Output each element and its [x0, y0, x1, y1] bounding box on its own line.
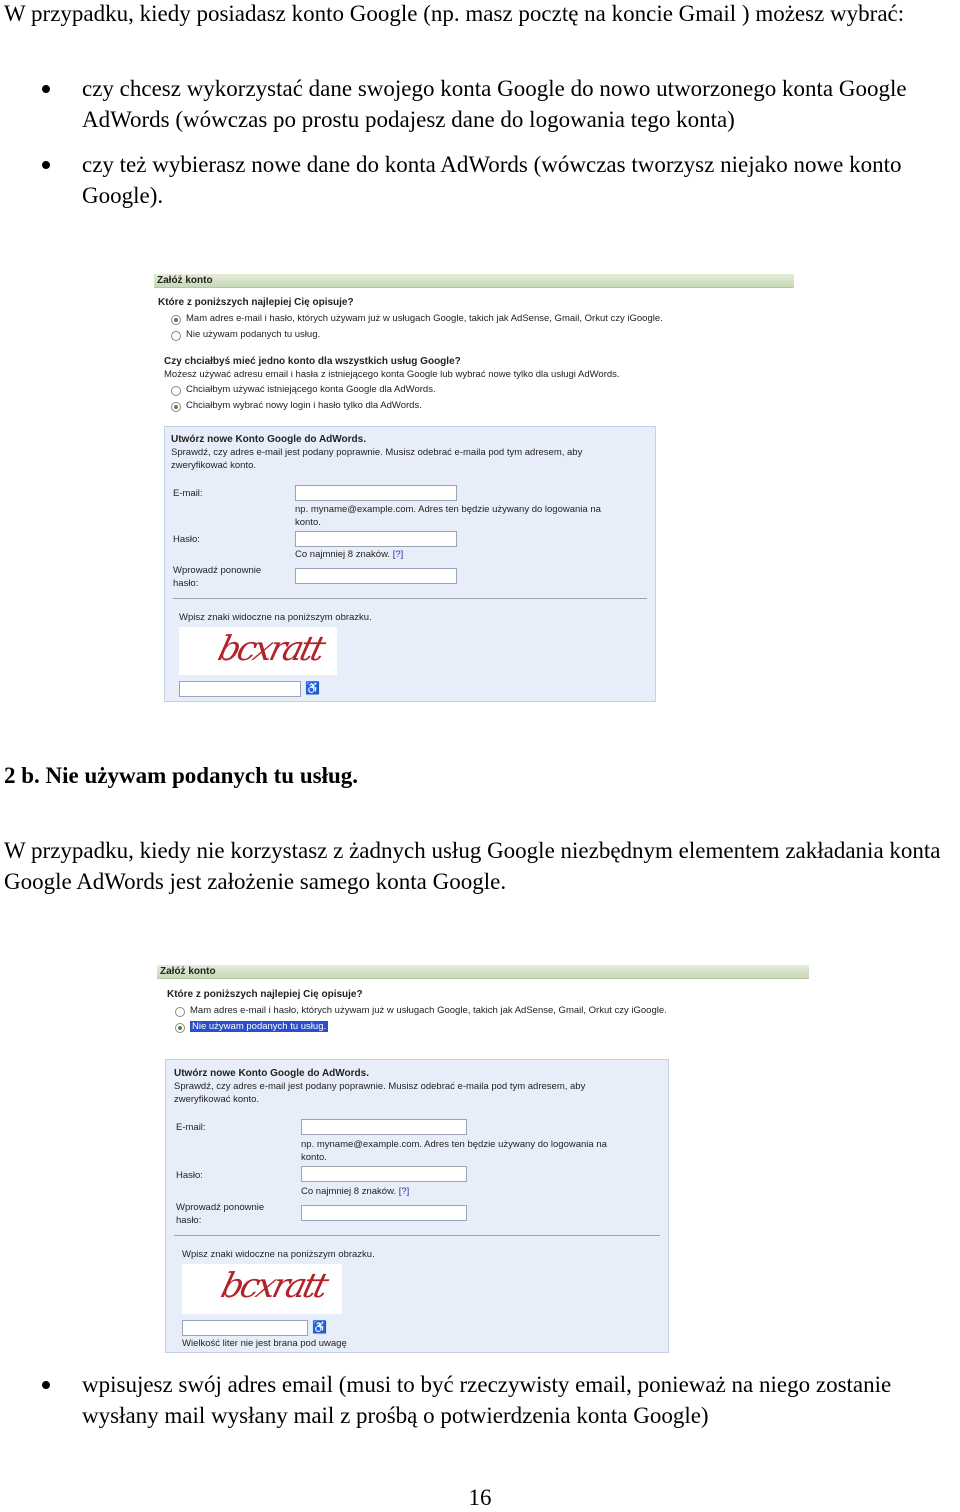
reenter-label: Wprowadź ponownie [176, 1202, 265, 1213]
panel-title: Utwórz nowe Konto Google do AdWords. [171, 434, 366, 445]
question-2-description: Możesz używać adresu email i hasła z istniejącego konta Google lub wybrać nowe tylko dla usługi AdWords. [164, 369, 620, 380]
radio-have-account[interactable] [175, 1007, 185, 1017]
radio-no-services[interactable] [175, 1023, 185, 1033]
reenter-label: hasło: [176, 1215, 202, 1226]
bullet-text: czy też wybierasz nowe dane do konta AdWords (wówczas tworzysz niejako nowe konto Google). [82, 152, 902, 208]
divider [173, 598, 647, 599]
question-1: Które z poniższych najlepiej Cię opisuje? [167, 989, 363, 1000]
radio-new-login[interactable] [171, 402, 181, 412]
password-hint: Co najmniej 8 znaków. [295, 549, 391, 560]
captcha-input[interactable] [182, 1320, 308, 1336]
email-label: E-mail: [173, 488, 203, 499]
question-1: Które z poniższych najlepiej Cię opisuje? [158, 297, 354, 308]
help-link[interactable]: [?] [398, 1186, 410, 1197]
panel-title: Utwórz nowe Konto Google do AdWords. [174, 1068, 369, 1079]
radio-have-account[interactable] [171, 315, 181, 325]
password-field[interactable] [295, 531, 457, 547]
reenter-password-field[interactable] [295, 568, 457, 584]
email-hint: np. myname@example.com. Adres ten będzie używany do logowania na [295, 504, 601, 515]
radio-label: Chciałbym wybrać nowy login i hasło tylko dla AdWords. [186, 400, 422, 411]
panel-description: zweryfikować konto. [171, 460, 257, 471]
reenter-password-field[interactable] [301, 1205, 467, 1221]
form-screenshot-2 [157, 965, 811, 1353]
email-hint: np. myname@example.com. Adres ten będzie używany do logowania na [301, 1139, 607, 1150]
bullet-icon [42, 85, 50, 93]
password-hint-row [295, 549, 403, 560]
divider [174, 1235, 660, 1236]
email-field[interactable] [295, 485, 457, 501]
form-screenshot-1 [154, 274, 796, 702]
form-title: Załóż konto [154, 274, 794, 288]
email-label: E-mail: [176, 1122, 206, 1133]
panel-description: Sprawdź, czy adres e-mail jest podany poprawnie. Musisz odebrać e-maila pod tym adresem, aby [174, 1081, 586, 1092]
intro-paragraph: W przypadku, kiedy posiadasz konto Google (np. masz pocztę na koncie Gmail ) możesz wybrać: [4, 1, 905, 26]
bullet-text: wpisujesz swój adres email (musi to być rzeczywisty email, ponieważ na niego zostanie wysłany mail wysłany mail z prośbą o potwierdzenia konta Google) [82, 1372, 892, 1428]
email-hint: konto. [295, 517, 321, 528]
radio-no-services[interactable] [171, 331, 181, 341]
captcha-image [179, 627, 337, 675]
reenter-label: Wprowadź ponownie [173, 565, 262, 576]
radio-label: Mam adres e-mail i hasło, których używam już w usługach Google, takich jak AdSense, Gmail, Orkut czy iGoogle. [186, 313, 663, 324]
radio-use-existing[interactable] [171, 386, 181, 396]
captcha-input[interactable] [179, 681, 301, 697]
password-label: Hasło: [173, 534, 200, 545]
password-label: Hasło: [176, 1170, 203, 1181]
help-link[interactable]: [?] [392, 549, 404, 560]
email-hint: konto. [301, 1152, 327, 1163]
password-field[interactable] [301, 1166, 467, 1182]
form-title: Załóż konto [157, 965, 809, 979]
list-item [0, 1369, 960, 1431]
captcha-prompt: Wpisz znaki widoczne na poniższym obrazku. [179, 612, 372, 623]
password-hint: Co najmniej 8 znaków. [301, 1186, 397, 1197]
radio-label: Nie używam podanych tu usług. [186, 329, 321, 340]
reenter-label: hasło: [173, 578, 199, 589]
wheelchair-icon[interactable]: ♿ [305, 681, 320, 695]
captcha-note: Wielkość liter nie jest brana pod uwagę [182, 1338, 347, 1349]
bullet-icon [42, 1381, 50, 1389]
radio-label-selected [190, 1021, 328, 1032]
captcha-word: bcxratt [214, 629, 327, 669]
panel-description: Sprawdź, czy adres e-mail jest podany poprawnie. Musisz odebrać e-maila pod tym adresem, aby [171, 447, 583, 458]
captcha-word: bcxratt [217, 1266, 330, 1306]
wheelchair-icon[interactable]: ♿ [312, 1320, 327, 1334]
radio-label: Chciałbym używać istniejącego konta Google dla AdWords. [186, 384, 436, 395]
bullet-text: czy chcesz wykorzystać dane swojego konta Google do nowo utworzonego konta Google AdWords (wówczas po prostu podajesz dane do logowania tego konta) [82, 76, 907, 132]
password-hint-row [301, 1186, 409, 1197]
bullet-icon [42, 161, 50, 169]
captcha-image [182, 1264, 342, 1314]
paragraph-2: W przypadku, kiedy nie korzystasz z żadnych usług Google niezbędnym elementem zakładania konta Google AdWords jest założenie samego konta Google. [4, 838, 941, 894]
list-item [0, 73, 960, 135]
create-account-panel [165, 1059, 669, 1353]
selected-option-text: Nie używam podanych tu usług. [192, 1021, 327, 1032]
panel-description: zweryfikować konto. [174, 1094, 260, 1105]
question-2: Czy chciałbyś mieć jedno konto dla wszystkich usług Google? [164, 356, 461, 367]
section-heading: 2 b. Nie używam podanych tu usług. [4, 763, 359, 788]
email-field[interactable] [301, 1119, 467, 1135]
list-item [0, 149, 960, 211]
create-account-panel [164, 426, 656, 702]
radio-label: Mam adres e-mail i hasło, których używam już w usługach Google, takich jak AdSense, Gmail, Orkut czy iGoogle. [190, 1005, 667, 1016]
captcha-prompt: Wpisz znaki widoczne na poniższym obrazku. [182, 1249, 375, 1260]
page-number: 16 [468, 1485, 492, 1510]
